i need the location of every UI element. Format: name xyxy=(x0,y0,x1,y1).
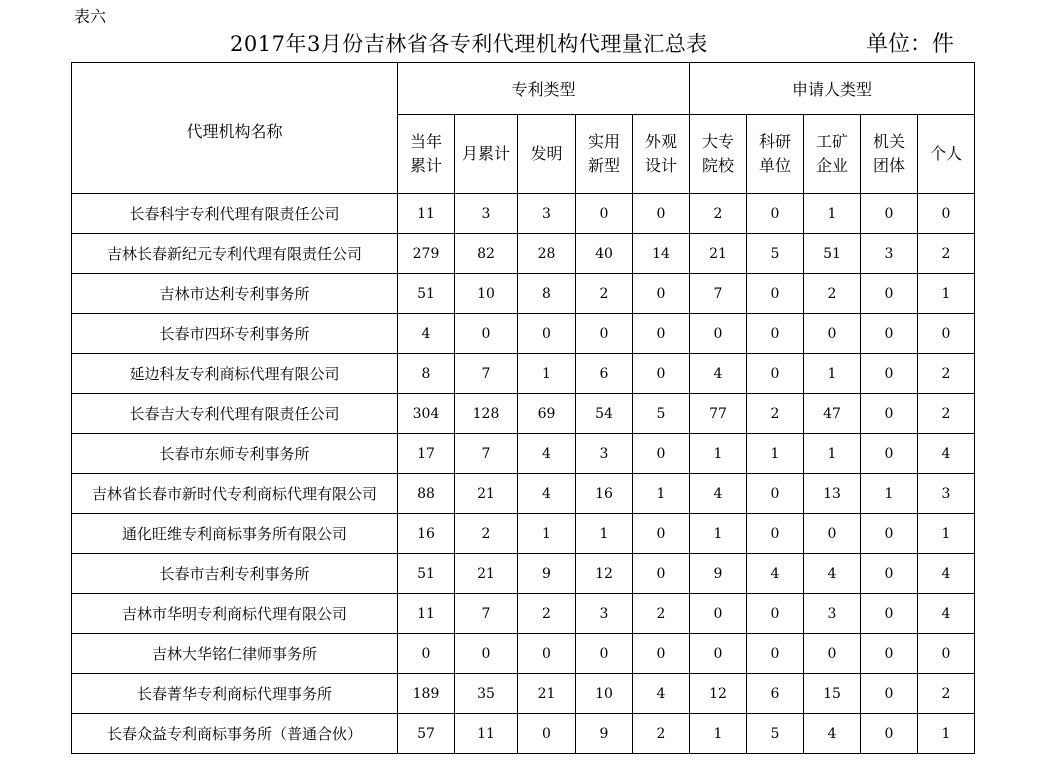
value-cell: 4 xyxy=(804,714,861,754)
value-cell: 0 xyxy=(861,634,918,674)
column-header-line: 企业 xyxy=(815,156,848,175)
value-cell: 0 xyxy=(861,674,918,714)
value-cell: 0 xyxy=(398,634,455,674)
value-cell: 21 xyxy=(455,554,518,594)
agency-name-cell: 长春科宇专利代理有限责任公司 xyxy=(72,194,398,234)
table-row xyxy=(72,194,975,234)
value-cell: 12 xyxy=(690,674,747,714)
value-cell: 51 xyxy=(398,554,455,594)
value-cell: 0 xyxy=(918,314,975,354)
column-header-line: 发明 xyxy=(530,144,563,163)
agency-name-cell: 长春市吉利专利事务所 xyxy=(72,554,398,594)
value-cell: 0 xyxy=(804,314,861,354)
value-cell: 0 xyxy=(804,514,861,554)
table-row xyxy=(72,394,975,434)
value-cell: 0 xyxy=(518,634,576,674)
agency-name-cell: 长春众益专利商标事务所（普通合伙） xyxy=(72,714,398,754)
value-cell: 0 xyxy=(918,194,975,234)
value-cell: 0 xyxy=(576,634,633,674)
value-cell: 0 xyxy=(861,594,918,634)
value-cell: 9 xyxy=(576,714,633,754)
value-cell: 3 xyxy=(576,434,633,474)
value-cell: 0 xyxy=(861,274,918,314)
value-cell: 1 xyxy=(918,274,975,314)
agency-name-cell: 吉林长春新纪元专利代理有限责任公司 xyxy=(72,234,398,274)
value-cell: 10 xyxy=(455,274,518,314)
value-cell: 11 xyxy=(455,714,518,754)
value-cell: 21 xyxy=(690,234,747,274)
column-header xyxy=(633,115,690,194)
column-header-line: 团体 xyxy=(872,156,905,175)
value-cell: 2 xyxy=(518,594,576,634)
value-cell: 0 xyxy=(576,194,633,234)
table-row xyxy=(72,674,975,714)
value-cell: 0 xyxy=(690,634,747,674)
table-row xyxy=(72,634,975,674)
value-cell: 1 xyxy=(690,714,747,754)
value-cell: 0 xyxy=(747,314,804,354)
value-cell: 4 xyxy=(747,554,804,594)
value-cell: 4 xyxy=(690,354,747,394)
table-row xyxy=(72,594,975,634)
value-cell: 21 xyxy=(518,674,576,714)
value-cell: 51 xyxy=(398,274,455,314)
value-cell: 4 xyxy=(518,434,576,474)
value-cell: 88 xyxy=(398,474,455,514)
value-cell: 35 xyxy=(455,674,518,714)
agency-name-cell: 吉林市达利专利事务所 xyxy=(72,274,398,314)
value-cell: 5 xyxy=(747,234,804,274)
value-cell: 17 xyxy=(398,434,455,474)
value-cell: 2 xyxy=(633,594,690,634)
column-header-line: 当年 xyxy=(409,132,442,151)
value-cell: 1 xyxy=(518,514,576,554)
value-cell: 0 xyxy=(633,434,690,474)
column-header-line: 单位 xyxy=(758,156,791,175)
value-cell: 0 xyxy=(861,314,918,354)
column-header xyxy=(576,115,633,194)
value-cell: 16 xyxy=(576,474,633,514)
value-cell: 1 xyxy=(918,514,975,554)
value-cell: 1 xyxy=(804,434,861,474)
value-cell: 4 xyxy=(690,474,747,514)
column-header-line: 累计 xyxy=(409,156,442,175)
value-cell: 82 xyxy=(455,234,518,274)
agency-name-cell: 吉林省长春市新时代专利商标代理有限公司 xyxy=(72,474,398,514)
table-row xyxy=(72,554,975,594)
value-cell: 0 xyxy=(861,554,918,594)
value-cell: 0 xyxy=(747,634,804,674)
value-cell: 0 xyxy=(518,314,576,354)
value-cell: 0 xyxy=(861,434,918,474)
value-cell: 3 xyxy=(804,594,861,634)
column-header xyxy=(518,115,576,194)
value-cell: 77 xyxy=(690,394,747,434)
value-cell: 13 xyxy=(804,474,861,514)
value-cell: 1 xyxy=(690,514,747,554)
value-cell: 0 xyxy=(918,634,975,674)
column-header xyxy=(455,115,518,194)
value-cell: 1 xyxy=(747,434,804,474)
table-row xyxy=(72,474,975,514)
value-cell: 0 xyxy=(747,594,804,634)
value-cell: 3 xyxy=(455,194,518,234)
value-cell: 11 xyxy=(398,594,455,634)
value-cell: 40 xyxy=(576,234,633,274)
value-cell: 15 xyxy=(804,674,861,714)
agency-name-cell: 延边科友专利商标代理有限公司 xyxy=(72,354,398,394)
value-cell: 2 xyxy=(804,274,861,314)
value-cell: 189 xyxy=(398,674,455,714)
value-cell: 16 xyxy=(398,514,455,554)
value-cell: 2 xyxy=(918,394,975,434)
value-cell: 57 xyxy=(398,714,455,754)
column-header-line: 大专 xyxy=(701,132,734,151)
value-cell: 2 xyxy=(918,674,975,714)
column-header xyxy=(747,115,804,194)
value-cell: 10 xyxy=(576,674,633,714)
value-cell: 0 xyxy=(576,314,633,354)
value-cell: 279 xyxy=(398,234,455,274)
value-cell: 0 xyxy=(804,634,861,674)
value-cell: 2 xyxy=(918,354,975,394)
agency-name-cell: 长春市东师专利事务所 xyxy=(72,434,398,474)
column-header-line: 实用 xyxy=(587,132,620,151)
column-header xyxy=(918,115,975,194)
value-cell: 0 xyxy=(747,354,804,394)
value-cell: 0 xyxy=(633,634,690,674)
value-cell: 54 xyxy=(576,394,633,434)
table-row xyxy=(72,314,975,354)
value-cell: 2 xyxy=(918,234,975,274)
column-header-line: 新型 xyxy=(587,156,620,175)
value-cell: 2 xyxy=(455,514,518,554)
value-cell: 12 xyxy=(576,554,633,594)
header-agency-name: 代理机构名称 xyxy=(72,63,398,194)
header-patent-type: 专利类型 xyxy=(398,63,690,115)
column-header-line: 院校 xyxy=(701,156,734,175)
value-cell: 0 xyxy=(633,554,690,594)
column-header xyxy=(398,115,455,194)
table-row xyxy=(72,354,975,394)
value-cell: 0 xyxy=(861,394,918,434)
value-cell: 8 xyxy=(518,274,576,314)
value-cell: 5 xyxy=(747,714,804,754)
value-cell: 7 xyxy=(455,594,518,634)
value-cell: 4 xyxy=(918,554,975,594)
value-cell: 69 xyxy=(518,394,576,434)
value-cell: 304 xyxy=(398,394,455,434)
table-row xyxy=(72,434,975,474)
value-cell: 9 xyxy=(690,554,747,594)
page-title: 2017年3月份吉林省各专利代理机构代理量汇总表 xyxy=(230,32,708,56)
value-cell: 0 xyxy=(633,314,690,354)
agency-summary-table xyxy=(71,62,975,754)
value-cell: 1 xyxy=(804,194,861,234)
value-cell: 0 xyxy=(633,514,690,554)
value-cell: 0 xyxy=(633,274,690,314)
agency-name-cell: 吉林市华明专利商标代理有限公司 xyxy=(72,594,398,634)
value-cell: 2 xyxy=(633,714,690,754)
table-label: 表六 xyxy=(74,7,107,26)
value-cell: 9 xyxy=(518,554,576,594)
value-cell: 3 xyxy=(918,474,975,514)
agency-name-cell: 长春菁华专利商标代理事务所 xyxy=(72,674,398,714)
value-cell: 1 xyxy=(918,714,975,754)
value-cell: 2 xyxy=(747,394,804,434)
value-cell: 21 xyxy=(455,474,518,514)
value-cell: 6 xyxy=(576,354,633,394)
value-cell: 4 xyxy=(918,594,975,634)
value-cell: 1 xyxy=(861,474,918,514)
value-cell: 0 xyxy=(747,194,804,234)
value-cell: 0 xyxy=(690,314,747,354)
value-cell: 0 xyxy=(633,354,690,394)
value-cell: 4 xyxy=(918,434,975,474)
value-cell: 0 xyxy=(747,274,804,314)
column-header-line: 设计 xyxy=(644,156,677,175)
value-cell: 4 xyxy=(518,474,576,514)
value-cell: 0 xyxy=(861,194,918,234)
value-cell: 0 xyxy=(455,634,518,674)
value-cell: 3 xyxy=(518,194,576,234)
value-cell: 51 xyxy=(804,234,861,274)
header-applicant-type: 申请人类型 xyxy=(690,63,975,115)
value-cell: 3 xyxy=(576,594,633,634)
agency-name-cell: 吉林大华铭仁律师事务所 xyxy=(72,634,398,674)
value-cell: 6 xyxy=(747,674,804,714)
value-cell: 0 xyxy=(518,714,576,754)
value-cell: 14 xyxy=(633,234,690,274)
value-cell: 11 xyxy=(398,194,455,234)
value-cell: 0 xyxy=(861,514,918,554)
column-header-line: 机关 xyxy=(872,132,905,151)
value-cell: 128 xyxy=(455,394,518,434)
value-cell: 7 xyxy=(455,354,518,394)
value-cell: 2 xyxy=(690,194,747,234)
value-cell: 0 xyxy=(861,354,918,394)
column-header-line: 月累计 xyxy=(461,144,510,163)
value-cell: 7 xyxy=(455,434,518,474)
value-cell: 5 xyxy=(633,394,690,434)
column-header xyxy=(861,115,918,194)
value-cell: 28 xyxy=(518,234,576,274)
value-cell: 3 xyxy=(861,234,918,274)
table-row xyxy=(72,514,975,554)
column-header xyxy=(690,115,747,194)
value-cell: 0 xyxy=(633,194,690,234)
column-header xyxy=(804,115,861,194)
value-cell: 1 xyxy=(633,474,690,514)
value-cell: 0 xyxy=(690,594,747,634)
value-cell: 1 xyxy=(804,354,861,394)
table-row xyxy=(72,234,975,274)
value-cell: 1 xyxy=(690,434,747,474)
value-cell: 7 xyxy=(690,274,747,314)
value-cell: 2 xyxy=(576,274,633,314)
value-cell: 47 xyxy=(804,394,861,434)
unit-label: 单位：件 xyxy=(866,32,955,57)
table-row xyxy=(72,274,975,314)
column-header-line: 工矿 xyxy=(815,132,848,151)
value-cell: 8 xyxy=(398,354,455,394)
value-cell: 1 xyxy=(576,514,633,554)
value-cell: 0 xyxy=(861,714,918,754)
value-cell: 1 xyxy=(518,354,576,394)
agency-name-cell: 通化旺维专利商标事务所有限公司 xyxy=(72,514,398,554)
value-cell: 0 xyxy=(747,474,804,514)
column-header-line: 科研 xyxy=(758,132,791,151)
value-cell: 0 xyxy=(747,514,804,554)
table-row xyxy=(72,714,975,754)
agency-name-cell: 长春吉大专利代理有限责任公司 xyxy=(72,394,398,434)
value-cell: 0 xyxy=(455,314,518,354)
column-header-line: 外观 xyxy=(644,132,677,151)
value-cell: 4 xyxy=(398,314,455,354)
agency-name-cell: 长春市四环专利事务所 xyxy=(72,314,398,354)
value-cell: 4 xyxy=(804,554,861,594)
value-cell: 4 xyxy=(633,674,690,714)
column-header-line: 个人 xyxy=(929,144,962,163)
